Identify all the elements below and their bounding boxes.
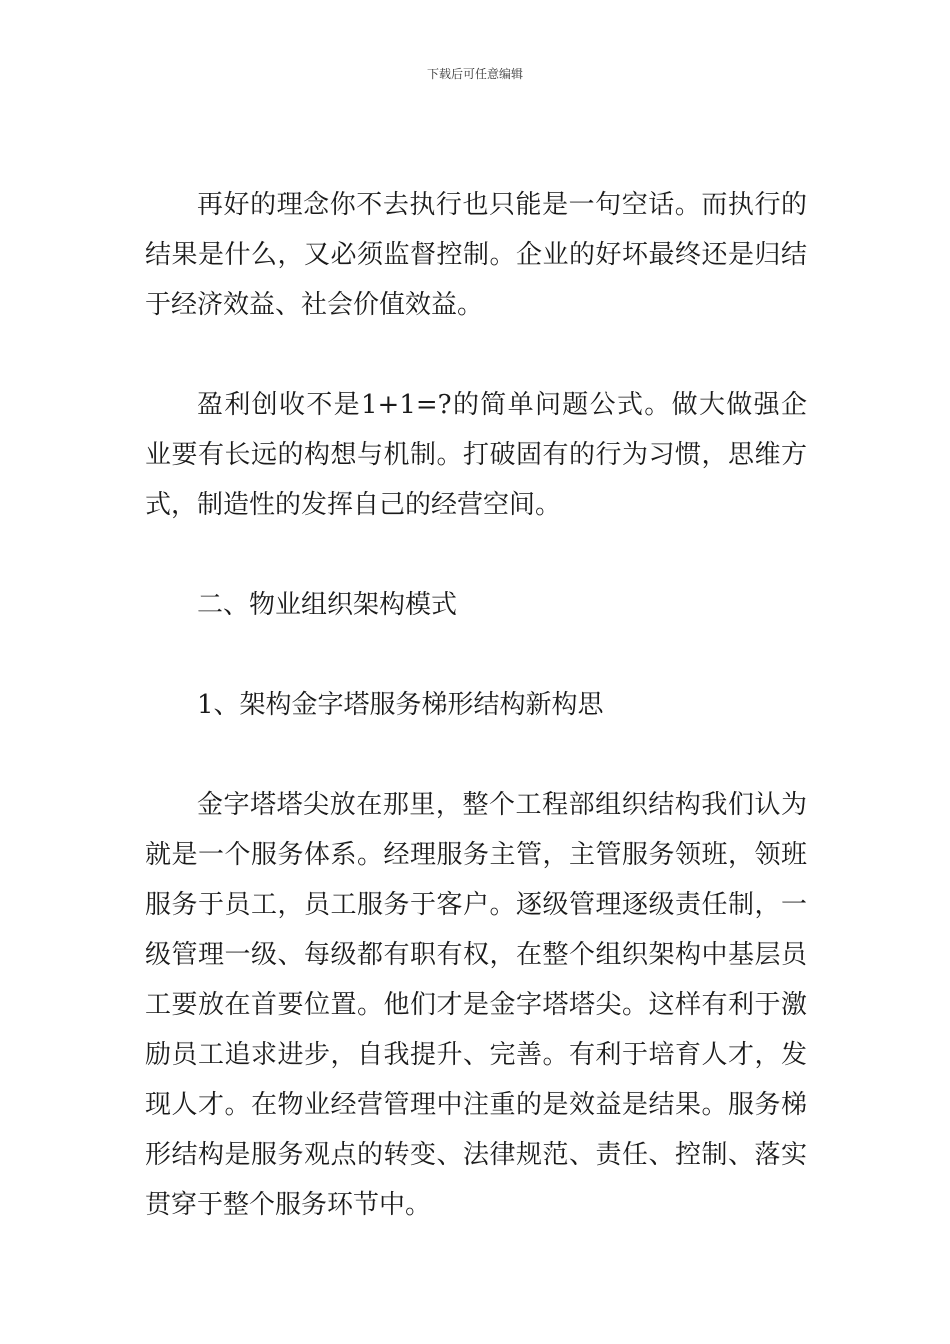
paragraph-pyramid: 金字塔塔尖放在那里，整个工程部组织结构我们认为就是一个服务体系。经理服务主管，主管服务领班，领班服务于员工，员工服务于客户。逐级管理逐级责任制，一级管理一级、每级都有职有权，在整个组织架构中基层员工要放在首要位置。他们才是金字塔塔尖。这样有利于激励员工追求进步，自我提升、完善。有利于培育人才，发现人才。在物业经营管理中注重的是效益是结果。服务梯形结构是服务观点的转变、法律规范、责任、控制、落实贯穿于整个服务环节中。 — [145, 790, 807, 1220]
paragraph-execution: 再好的理念你不去执行也只能是一句空话。而执行的结果是什么，又必须监督控制。企业的好坏最终还是归结于经济效益、社会价值效益。 — [145, 190, 807, 320]
paragraph-profit: 盈利创收不是1+1=?的简单问题公式。做大做强企业要有长远的构想与机制。打破固有的行为习惯，思维方式，制造性的发挥自己的经营空间。 — [145, 390, 807, 520]
subsection-heading: 1、架构金字塔服务梯形结构新构思 — [197, 690, 604, 720]
paragraph-gap — [145, 630, 807, 680]
section-heading: 二、物业组织架构模式 — [197, 590, 458, 620]
paragraph-gap — [145, 330, 807, 380]
paragraph-gap — [145, 530, 807, 580]
document-body — [145, 180, 807, 1230]
page-header: 下载后可任意编辑 — [426, 67, 523, 81]
paragraph-gap — [145, 730, 807, 780]
